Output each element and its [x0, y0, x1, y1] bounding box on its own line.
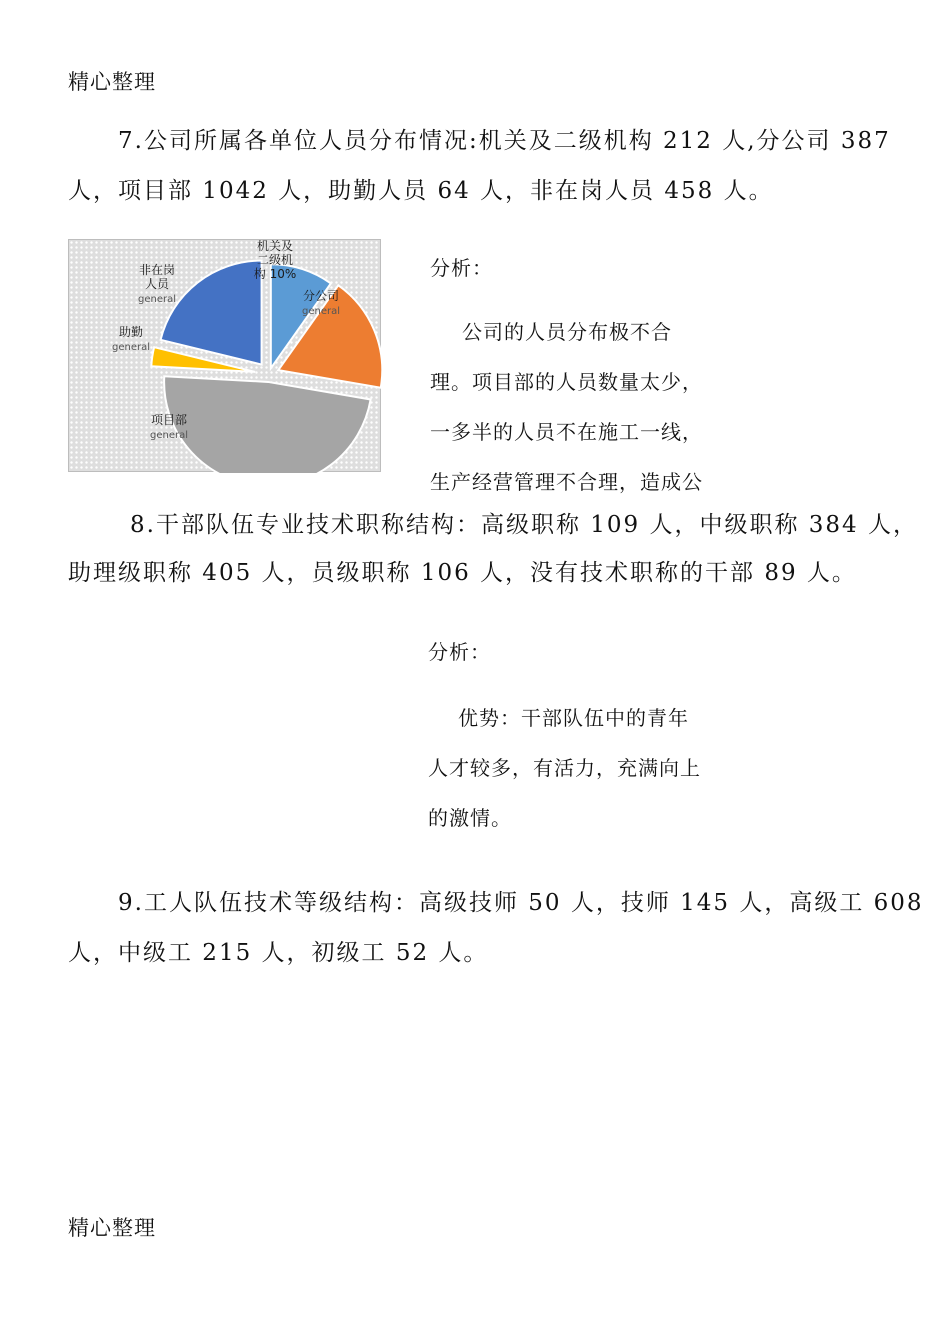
analysis-7-label: 分析：: [430, 256, 493, 280]
section-8-line-1: 8.干部队伍专业技术职称结构：高级职称 109 人，中级职称 384 人，: [130, 512, 918, 538]
pie-label-1: [254, 240, 297, 281]
pie-slice-5: [161, 261, 262, 365]
pie-label-2: [302, 288, 340, 317]
page-header: 精心整理: [68, 70, 156, 94]
pie-label-text: 分公司: [302, 289, 340, 303]
analysis-8-label: 分析：: [428, 640, 491, 664]
analysis-8-line-1: 优势：干部队伍中的青年: [458, 706, 689, 730]
pie-label-text: 构 10%: [253, 267, 297, 281]
analysis-7-line-2: 理。项目部的人员数量太少，: [430, 370, 703, 394]
pie-label-text: 二级机: [256, 253, 294, 267]
section-9-line-2: 人，中级工 215 人，初级工 52 人。: [68, 940, 489, 966]
pie-label-text: 人员: [144, 277, 170, 291]
pie-label-subtext: general: [149, 430, 189, 441]
pie-chart-svg: [69, 240, 382, 473]
analysis-7-line-3: 一多半的人员不在施工一线，: [430, 420, 703, 444]
analysis-7-line-4: 生产经营管理不合理，造成公: [430, 470, 703, 494]
analysis-7-line-1: 公司的人员分布极不合: [462, 320, 672, 344]
pie-label-4: [112, 324, 150, 353]
pie-label-5: [138, 262, 176, 305]
section-7-line-1: 7.公司所属各单位人员分布情况:机关及二级机构 212 人,分公司 387: [118, 128, 891, 154]
page-footer: 精心整理: [68, 1216, 156, 1240]
pie-label-text: 非在岗: [138, 263, 176, 277]
personnel-distribution-pie-chart: [68, 239, 381, 472]
pie-label-text: 机关及: [256, 240, 294, 253]
pie-slice-3: [164, 376, 371, 473]
pie-label-text: 助勤: [118, 325, 144, 339]
section-8-line-2: 助理级职称 405 人，员级职称 106 人，没有技术职称的干部 89 人。: [68, 560, 857, 586]
section-7-line-2: 人，项目部 1042 人，助勤人员 64 人，非在岗人员 458 人。: [68, 178, 774, 204]
pie-label-subtext: general: [137, 294, 177, 305]
section-9-line-1: 9.工人队伍技术等级结构：高级技师 50 人，技师 145 人，高级工 608: [118, 890, 924, 916]
pie-label-subtext: general: [111, 342, 151, 353]
pie-label-text: 项目部: [150, 413, 188, 427]
pie-label-subtext: general: [301, 306, 341, 317]
analysis-8-line-3: 的激情。: [428, 806, 512, 830]
analysis-8-line-2: 人才较多，有活力，充满向上: [428, 756, 701, 780]
